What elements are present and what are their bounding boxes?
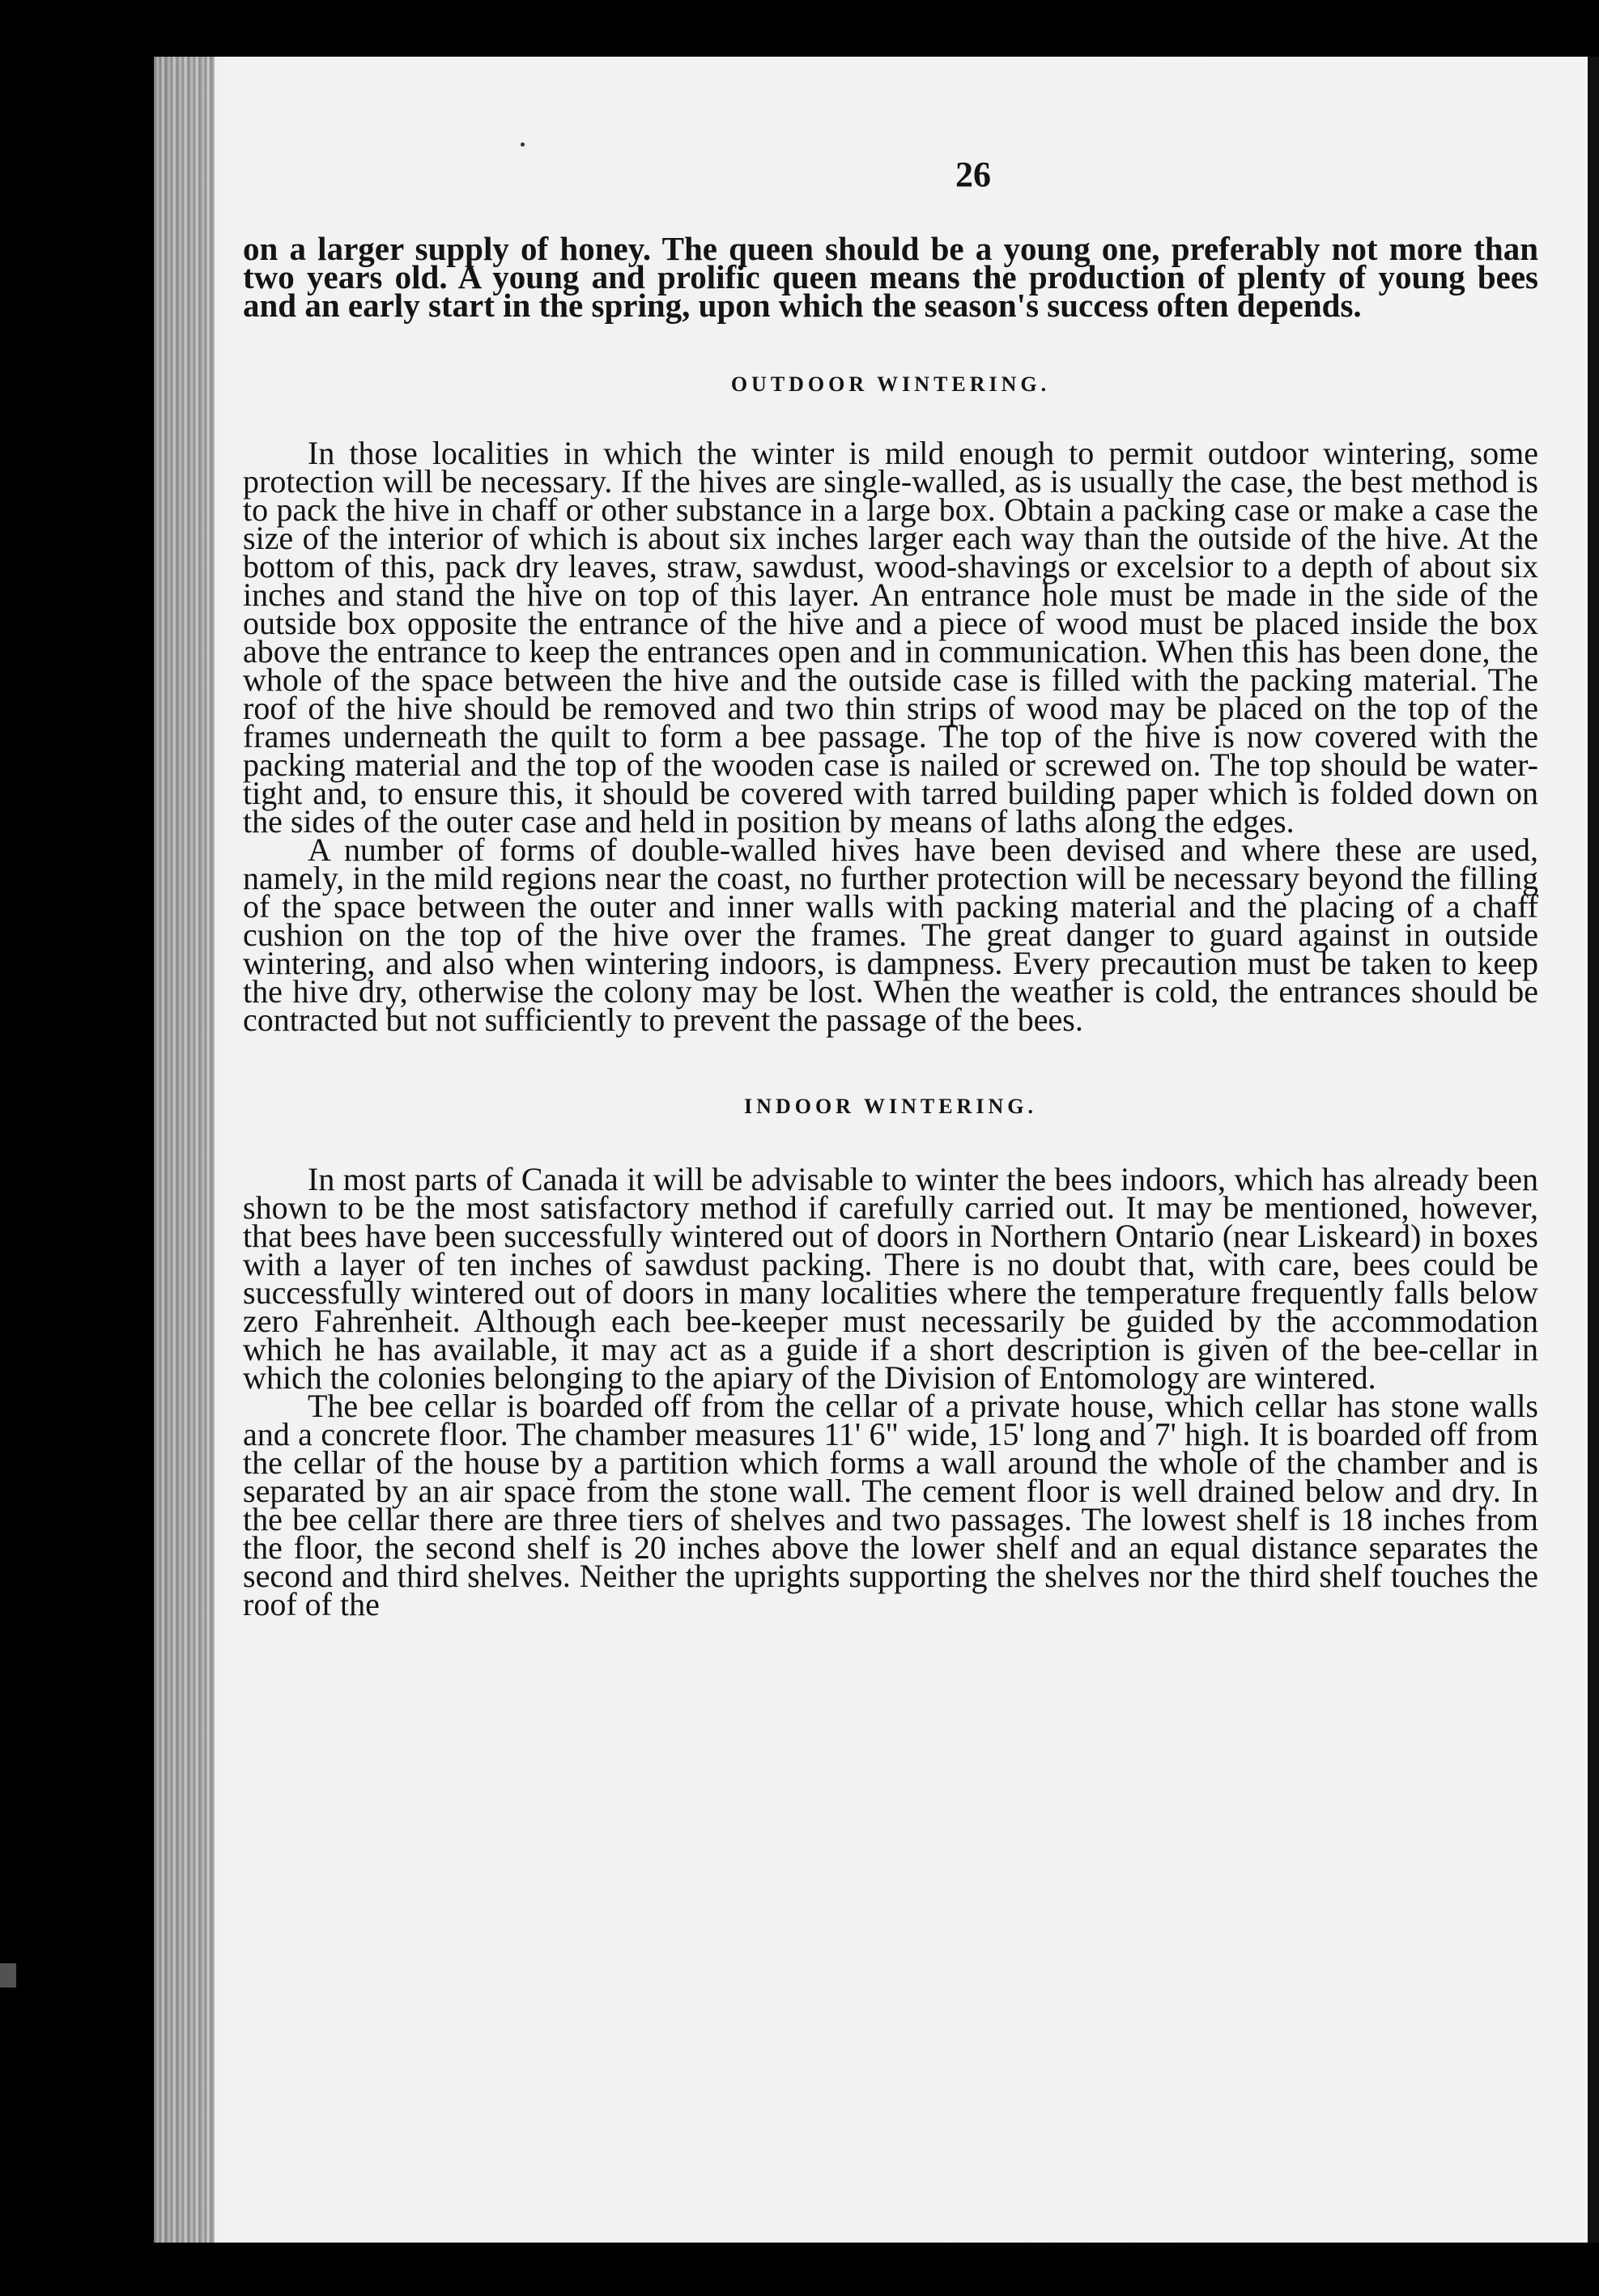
intro-paragraph: on a larger supply of honey. The queen should be a young one, preferably not more than two years old. A young and prolific queen means the production of plenty of young bees and an early start in the spring, upon which the season's success often depends. (243, 230, 1538, 324)
page-binding-edge (154, 57, 215, 2243)
page-number: 26 (955, 155, 991, 194)
page-text (243, 150, 1538, 1622)
page-right-edge (1588, 57, 1599, 2243)
section-heading-outdoor-wintering: OUTDOOR WINTERING. (730, 372, 1051, 396)
ink-dot (521, 142, 525, 147)
indoor-paragraph-2: The bee cellar is boarded off from the cellar of a private house, which cellar has stone walls and a concrete floor. The chamber measures 11' 6" wide, 15' long and 7' high. It is boarded off from the cellar of the house by a partition which forms a wall around the whole of the chamber and is separated by an air space from the stone wall. The cement floor is well drained below and dry. In the bee cellar there are three tiers of shelves and two passages. The lowest shelf is 18 inches from the floor, the second shelf is 20 inches above the lower shelf and an equal distance separates the second and third shelves. Neither the uprights supporting the shelves nor the third shelf touches the roof of the (243, 1388, 1538, 1622)
outdoor-paragraph-2: A number of forms of double-walled hives have been devised and where these are used, namely, in the mild regions near the coast, no further protection will be necessary beyond the filling of the space between the outer and inner walls with packing material and the placing of a chaff cushion on the top of the hive over the frames. The great danger to guard against in outside wintering, and also when wintering indoors, is dampness. Every precaution must be taken to keep the hive dry, otherwise the colony may be lost. When the weather is cold, the entrances should be contracted but not sufficiently to prevent the passage of the bees. (243, 831, 1538, 1038)
indoor-paragraph-1: In most parts of Canada it will be advisable to winter the bees indoors, which has already been shown to be the most satisfactory method if carefully carried out. It may be mentioned, however, that bees have been successfully wintered out of doors in Northern Ontario (near Liskeard) in boxes with a layer of ten inches of sawdust packing. There is no doubt that, with care, bees could be successfully wintered out of doors in many localities where the temperature frequently falls below zero Fahrenheit. Although each bee-keeper must necessarily be guided by the accommodation which he has available, it may act as a guide if a short description is given of the bee-cellar in which the colonies belonging to the apiary of the Division of Entomology are wintered. (243, 1161, 1538, 1396)
scan-speck (0, 1963, 16, 1988)
section-heading-indoor-wintering: INDOOR WINTERING. (744, 1095, 1037, 1118)
outdoor-paragraph-1: In those localities in which the winter is mild enough to permit outdoor wintering, some protection will be necessary. If the hives are single-walled, as is usually the case, the best method is to pack the hive in chaff or other substance in a large box. Obtain a packing case or make a case the size of the interior of which is about six inches larger each way than the outside of the hive. At the bottom of this, pack dry leaves, straw, sawdust, wood-shavings or excelsior to a depth of about six inches and stand the hive on top of this layer. An entrance hole must be made in the side of the outside box opposite the entrance of the hive and a piece of wood must be placed inside the box above the entrance to keep the entrances open and in communication. When this has been done, the whole of the space between the hive and the outside case is filled with the packing material. The roof of the hive should be removed and two thin strips of wood may be placed on the top of the frames underneath the quilt to form a bee passage. The top of the hive is now covered with the packing material and the top of the wooden case is nailed or screwed on. The top should be water-tight and, to ensure this, it should be covered with tarred building paper which is folded down on the sides of the outer case and held in position by means of laths along the edges. (243, 435, 1538, 840)
